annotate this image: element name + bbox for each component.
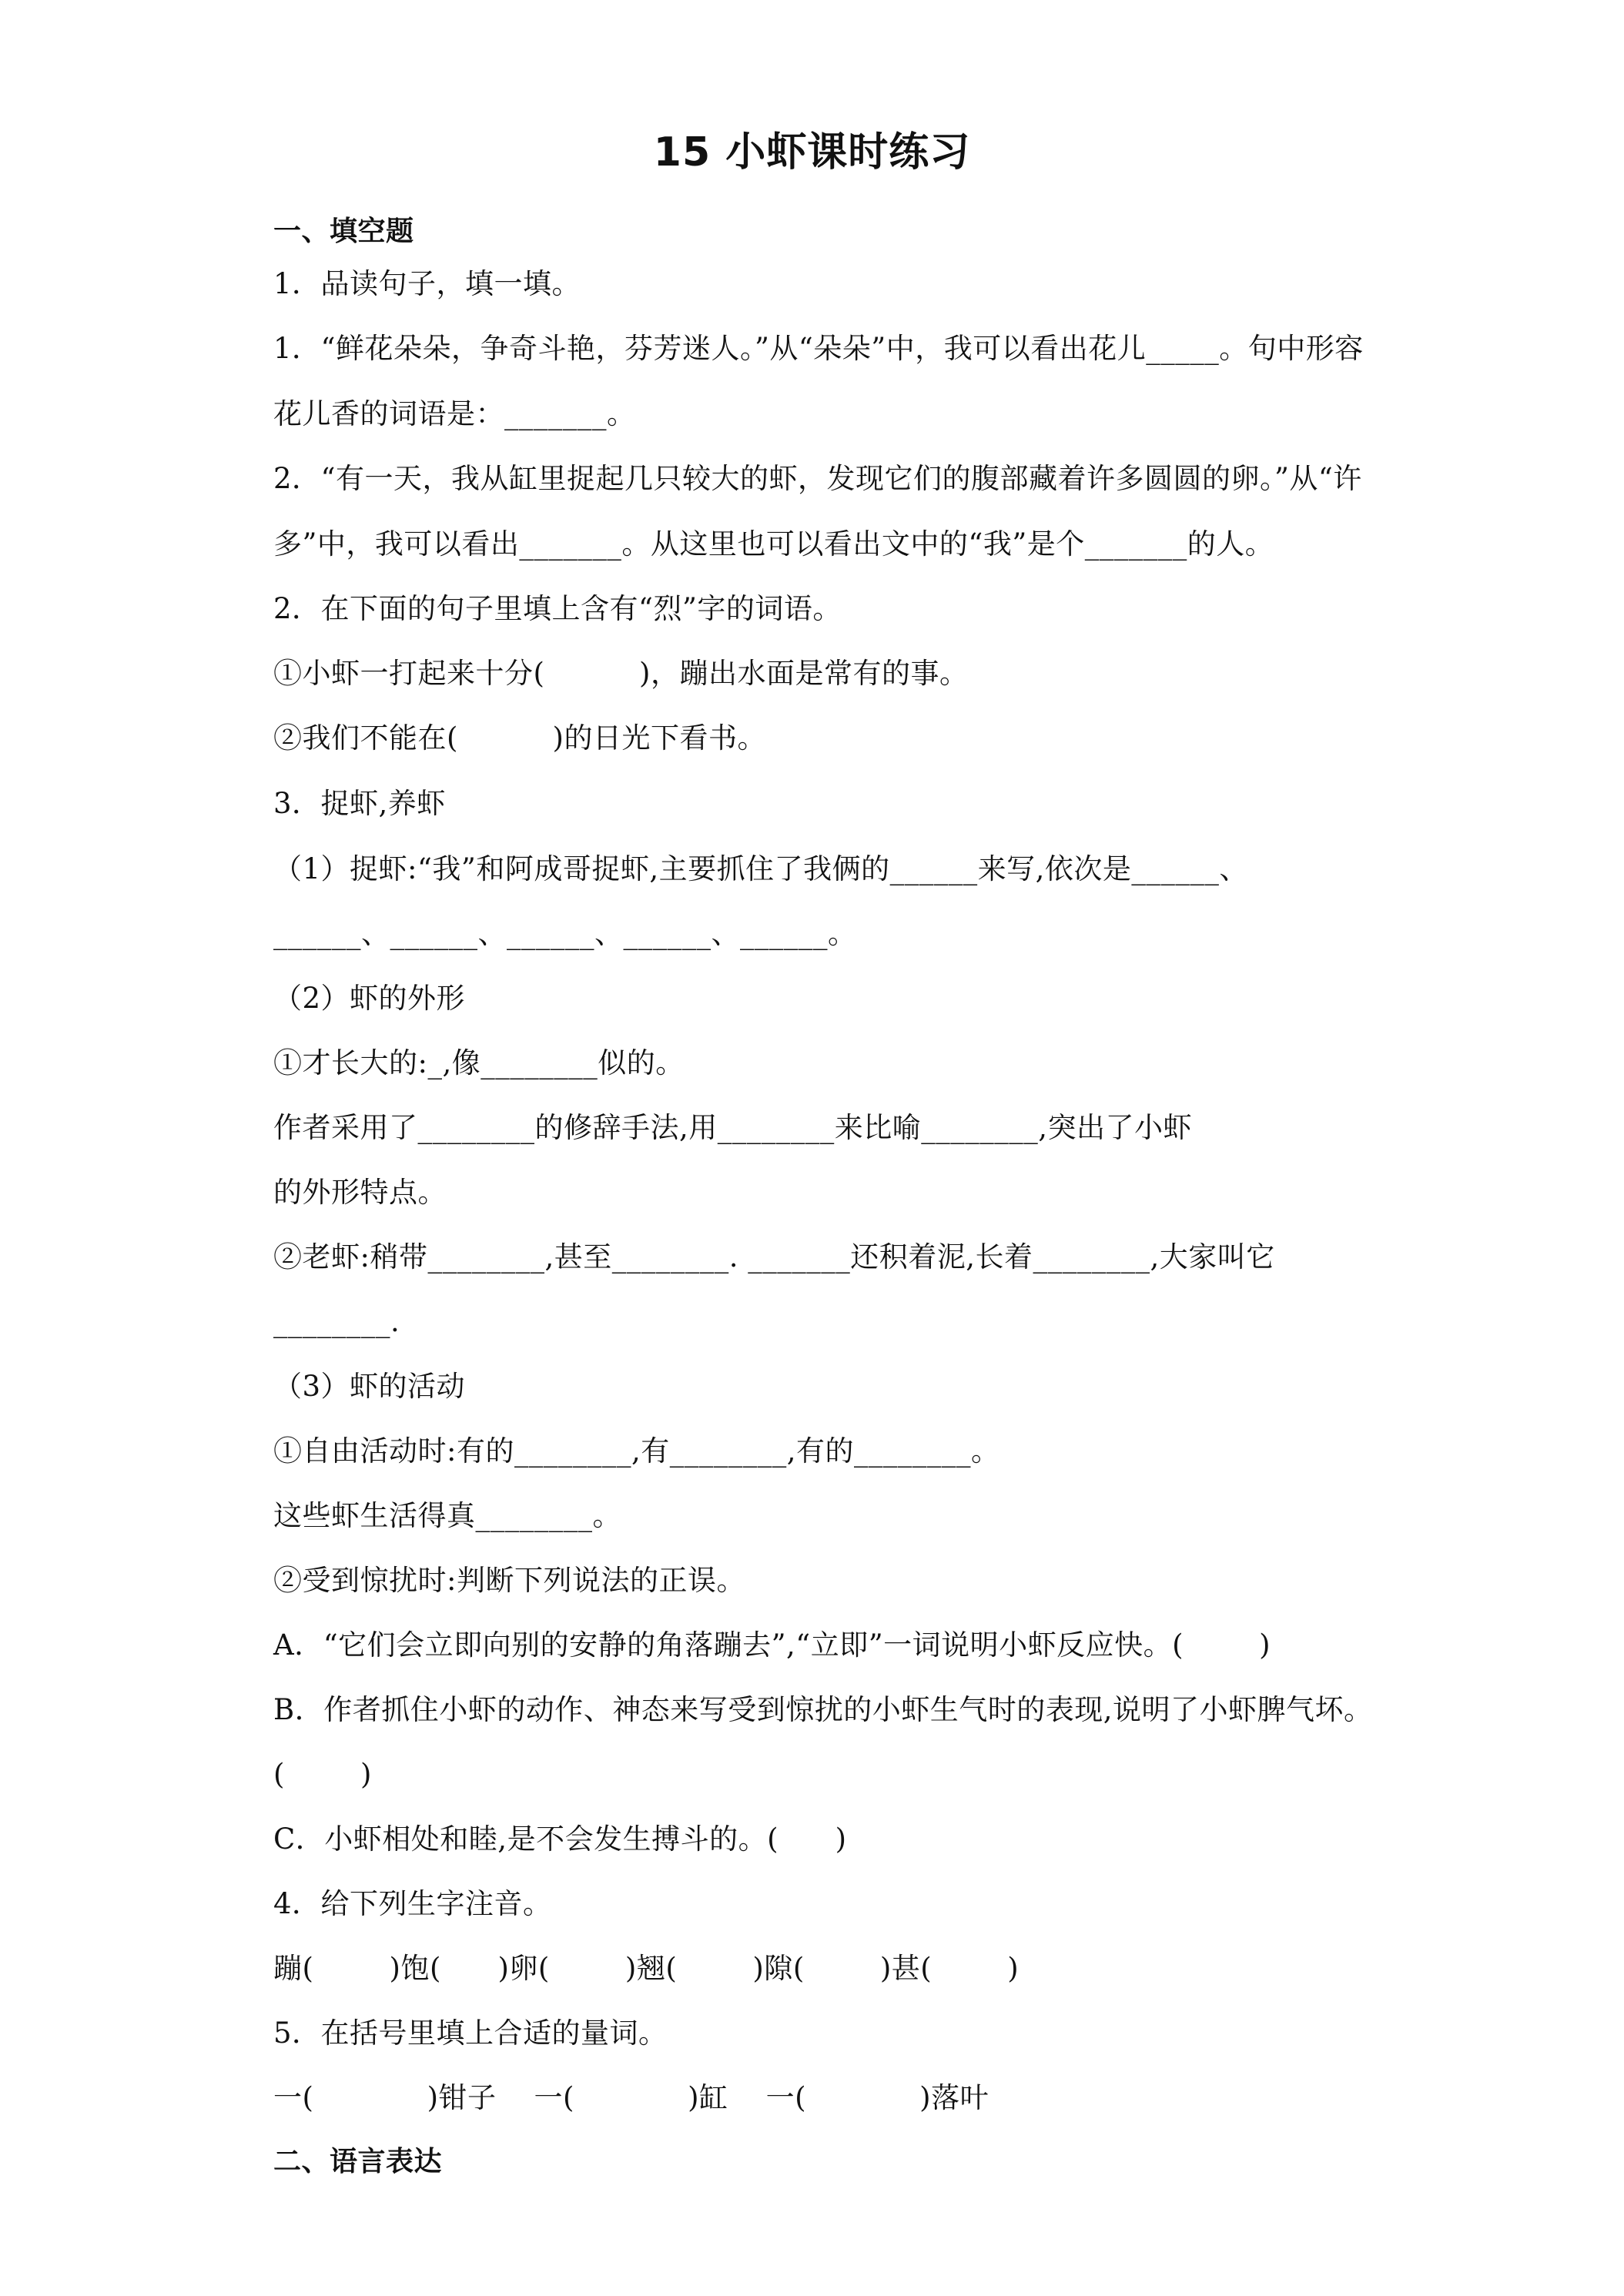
worksheet-line: ①才长大的:_,像________似的。 xyxy=(273,1046,685,1079)
worksheet-line: 5．在括号里填上合适的量词。 xyxy=(273,2017,668,2050)
worksheet-line: （3）虾的活动 xyxy=(273,1370,466,1403)
worksheet-line: ②我们不能在( )的日光下看书。 xyxy=(273,721,766,755)
worksheet-line: ②老虾:稍带________,甚至________. _______还积着泥,长着________,大家叫它 xyxy=(273,1240,1275,1274)
worksheet-line: 一( )钳子 一( )缸 一( )落叶 xyxy=(273,2081,989,2114)
section-heading: 一、填空题 xyxy=(273,216,414,247)
worksheet-line: ①小虾一打起来十分( )，蹦出水面是常有的事。 xyxy=(273,657,969,690)
worksheet-line: 多”中，我可以看出_______。从这里也可以看出文中的“我”是个_______的人。 xyxy=(273,527,1274,561)
worksheet-line: 的外形特点。 xyxy=(273,1176,447,1209)
worksheet-line: B．作者抓住小虾的动作、神态来写受到惊扰的小虾生气时的表现,说明了小虾脾气坏。 xyxy=(273,1693,1373,1726)
worksheet-line: 这些虾生活得真________。 xyxy=(273,1499,621,1532)
worksheet-line: 蹦( )饱( )卵( )翘( )隙( )甚( ) xyxy=(273,1952,1020,1985)
worksheet-line: 作者采用了________的修辞手法,用________来比喻________,突出了小虾 xyxy=(273,1111,1193,1144)
worksheet-line: ( ) xyxy=(273,1758,372,1791)
worksheet-line: ________. xyxy=(273,1305,400,1338)
worksheet-line: 2．在下面的句子里填上含有“烈”字的词语。 xyxy=(273,592,842,625)
worksheet-line: （2）虾的外形 xyxy=(273,982,466,1015)
worksheet-line: 4．给下列生字注音。 xyxy=(273,1887,552,1920)
worksheet-line: 花儿香的词语是：_______。 xyxy=(273,397,636,430)
worksheet-line: 2．“有一天，我从缸里捉起几只较大的虾，发现它们的腹部藏着许多圆圆的卵。”从“许 xyxy=(273,462,1362,495)
worksheet-line: 1．“鲜花朵朵，争奇斗艳，芬芳迷人。”从“朵朵”中，我可以看出花儿_____。句中形容 xyxy=(273,332,1364,365)
page-title: 15 小虾课时练习 xyxy=(653,129,971,176)
worksheet-line: （1）捉虾:“我”和阿成哥捉虾,主要抓住了我俩的______来写,依次是______、 xyxy=(273,852,1248,885)
worksheet-line: A．“它们会立即向别的安静的角落蹦去”,“立即”一词说明小虾反应快。( ) xyxy=(273,1628,1271,1662)
worksheet-line: 1．品读句子，填一填。 xyxy=(273,267,581,300)
worksheet-line: ②受到惊扰时:判断下列说法的正误。 xyxy=(273,1564,745,1597)
worksheet-line: C．小虾相处和睦,是不会发生搏斗的。( ) xyxy=(273,1822,847,1856)
worksheet-line: ①自由活动时:有的________,有________,有的________。 xyxy=(273,1434,1000,1468)
worksheet-line: ______、______、______、______、______。 xyxy=(273,917,857,950)
worksheet-line: 3．捉虾,养虾 xyxy=(273,787,446,820)
section-heading: 二、语言表达 xyxy=(273,2146,443,2177)
